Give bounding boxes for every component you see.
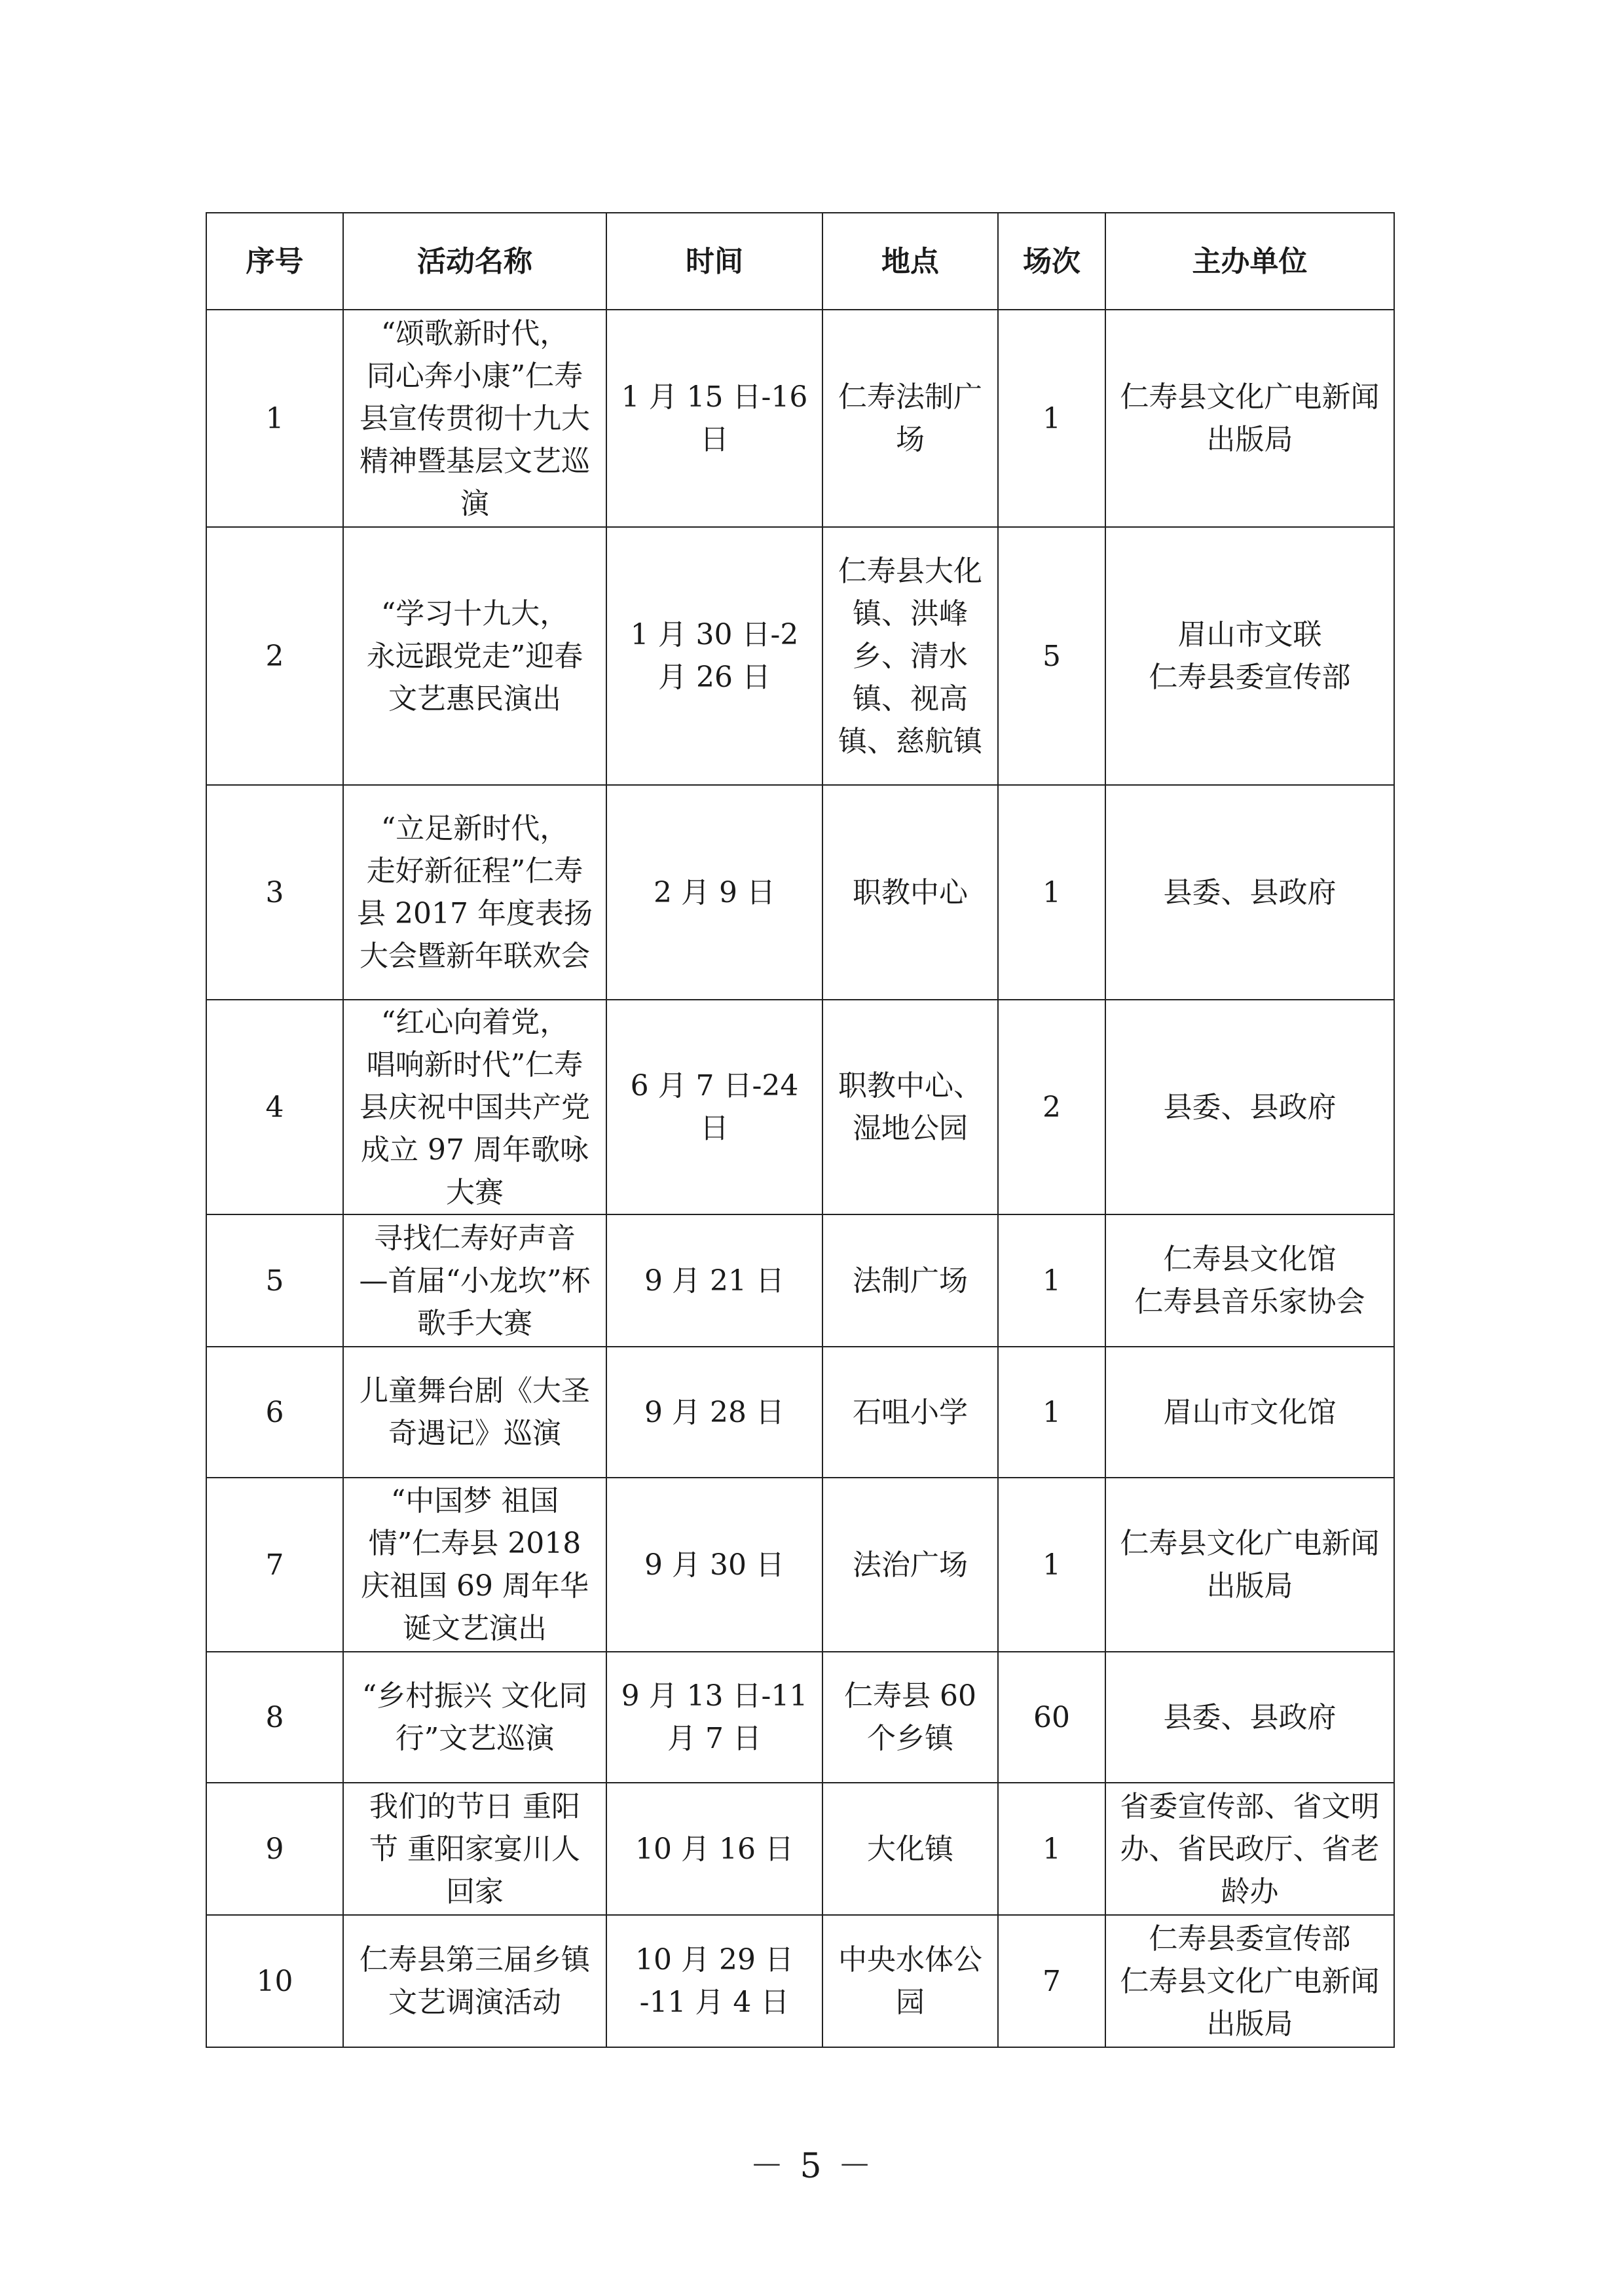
cell-time: 2 月 9 日 (606, 785, 822, 1000)
cell-sessions: 1 (998, 1347, 1105, 1478)
cell-location: 职教中心 (822, 785, 998, 1000)
page-number: － 5 － (749, 2147, 875, 2186)
cell-sessions: 1 (998, 310, 1105, 527)
cell-serial-number: 5 (206, 1214, 343, 1347)
cell-sessions: 1 (998, 785, 1105, 1000)
cell-location: 仁寿县 60 个乡镇 (822, 1652, 998, 1783)
table-row (206, 1915, 1394, 2047)
cell-sessions: 1 (998, 1478, 1105, 1652)
cell-organizer: 眉山市文联 仁寿县委宣传部 (1105, 527, 1394, 785)
cell-activity-name: “学习十九大， 永远跟党走”迎春文艺惠民演出 (343, 527, 606, 785)
cell-serial-number: 3 (206, 785, 343, 1000)
table-row (206, 527, 1394, 785)
cell-location: 法治广场 (822, 1478, 998, 1652)
cell-time: 9 月 28 日 (606, 1347, 822, 1478)
cell-activity-name: “乡村振兴 文化同行”文艺巡演 (343, 1652, 606, 1783)
table-row (206, 785, 1394, 1000)
cell-organizer: 县委、县政府 (1105, 785, 1394, 1000)
table-row (206, 1478, 1394, 1652)
cell-organizer: 仁寿县文化馆 仁寿县音乐家协会 (1105, 1214, 1394, 1347)
cell-location: 仁寿县大化镇、洪峰乡、清水镇、视高镇、慈航镇 (822, 527, 998, 785)
cell-sessions: 60 (998, 1652, 1105, 1783)
header-organizer: 主办单位 (1105, 213, 1394, 310)
cell-time: 6 月 7 日-24 日 (606, 1000, 822, 1214)
cell-activity-name: “中国梦 祖国情”仁寿县 2018 庆祖国 69 周年华诞文艺演出 (343, 1478, 606, 1652)
cell-time: 9 月 13 日-11 月 7 日 (606, 1652, 822, 1783)
cell-time: 1 月 30 日-2 月 26 日 (606, 527, 822, 785)
cell-time: 9 月 21 日 (606, 1214, 822, 1347)
cell-activity-name: 我们的节日 重阳节 重阳家宴川人回家 (343, 1783, 606, 1915)
cell-activity-name: “红心向着党， 唱响新时代”仁寿县庆祝中国共产党成立 97 周年歌咏大赛 (343, 1000, 606, 1214)
cell-location: 中央水体公园 (822, 1915, 998, 2047)
table-row (206, 310, 1394, 527)
cell-activity-name: 寻找仁寿好声音 —首届“小龙坎”杯歌手大赛 (343, 1214, 606, 1347)
table-row (206, 1347, 1394, 1478)
cell-location: 法制广场 (822, 1214, 998, 1347)
header-serial-number: 序号 (206, 213, 343, 310)
header-time: 时间 (606, 213, 822, 310)
cell-organizer: 县委、县政府 (1105, 1652, 1394, 1783)
cell-location: 大化镇 (822, 1783, 998, 1915)
cell-organizer: 县委、县政府 (1105, 1000, 1394, 1214)
cell-serial-number: 10 (206, 1915, 343, 2047)
cell-serial-number: 9 (206, 1783, 343, 1915)
table-row (206, 1652, 1394, 1783)
cell-serial-number: 2 (206, 527, 343, 785)
header-location: 地点 (822, 213, 998, 310)
cell-sessions: 1 (998, 1783, 1105, 1915)
cell-serial-number: 7 (206, 1478, 343, 1652)
cell-sessions: 1 (998, 1214, 1105, 1347)
cell-organizer: 眉山市文化馆 (1105, 1347, 1394, 1478)
table-header-row (206, 213, 1394, 310)
cell-organizer: 仁寿县文化广电新闻出版局 (1105, 310, 1394, 527)
cell-sessions: 5 (998, 527, 1105, 785)
cell-time: 1 月 15 日-16 日 (606, 310, 822, 527)
cell-organizer: 省委宣传部、省文明办、省民政厅、省老龄办 (1105, 1783, 1394, 1915)
cell-time: 10 月 16 日 (606, 1783, 822, 1915)
cell-sessions: 7 (998, 1915, 1105, 2047)
cell-location: 石咀小学 (822, 1347, 998, 1478)
cell-organizer: 仁寿县文化广电新闻出版局 (1105, 1478, 1394, 1652)
cell-serial-number: 4 (206, 1000, 343, 1214)
cell-time: 9 月 30 日 (606, 1478, 822, 1652)
header-activity-name: 活动名称 (343, 213, 606, 310)
cell-serial-number: 8 (206, 1652, 343, 1783)
header-sessions: 场次 (998, 213, 1105, 310)
table-row (206, 1214, 1394, 1347)
cell-activity-name: 仁寿县第三届乡镇文艺调演活动 (343, 1915, 606, 2047)
cell-organizer: 仁寿县委宣传部 仁寿县文化广电新闻出版局 (1105, 1915, 1394, 2047)
table-row (206, 1783, 1394, 1915)
cell-time: 10 月 29 日 -11 月 4 日 (606, 1915, 822, 2047)
table-row (206, 1000, 1394, 1214)
cell-serial-number: 6 (206, 1347, 343, 1478)
activities-table (206, 212, 1395, 2048)
cell-activity-name: “立足新时代， 走好新征程”仁寿县 2017 年度表扬大会暨新年联欢会 (343, 785, 606, 1000)
cell-activity-name: 儿童舞台剧《大圣奇遇记》巡演 (343, 1347, 606, 1478)
cell-serial-number: 1 (206, 310, 343, 527)
cell-activity-name: “颂歌新时代， 同心奔小康”仁寿县宣传贯彻十九大精神暨基层文艺巡演 (343, 310, 606, 527)
cell-location: 职教中心、湿地公园 (822, 1000, 998, 1214)
cell-sessions: 2 (998, 1000, 1105, 1214)
cell-location: 仁寿法制广场 (822, 310, 998, 527)
